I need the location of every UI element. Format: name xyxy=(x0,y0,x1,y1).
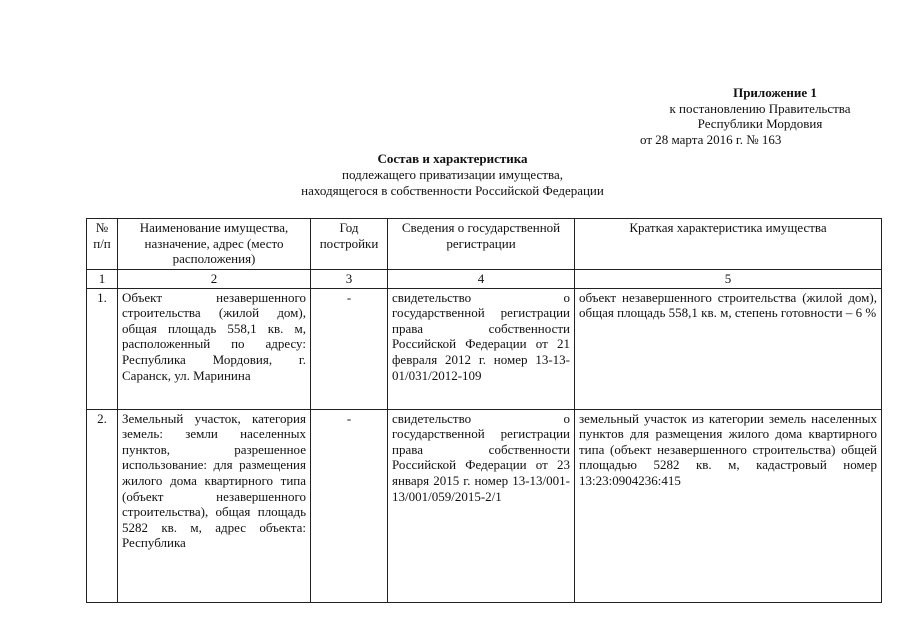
row-registration: свидетельство о государственной регистрации права собственности Российской Федерации от 23 января 2015 г. номер 13-13/001-13/001/059/2015-2/1 xyxy=(388,409,575,602)
table-row xyxy=(87,409,882,602)
appendix-line-2: Республики Мордовия xyxy=(697,116,823,131)
index-cell: 5 xyxy=(575,270,882,289)
row-year: - xyxy=(311,409,388,602)
document-heading xyxy=(0,151,905,199)
row-num: 1. xyxy=(87,288,118,409)
index-cell: 1 xyxy=(87,270,118,289)
row-description: объект незавершенного строительства (жилой дом), общая площадь 558,1 кв. м, степень готовности – 6 % xyxy=(575,288,882,409)
property-table xyxy=(86,218,882,603)
index-cell: 3 xyxy=(311,270,388,289)
header-name: Наименование имущества, назначение, адрес (место расположения) xyxy=(118,219,311,270)
row-name: Земельный участок, категория земель: земли населенных пунктов, разрешенное использование: для размещения жилого дома квартирного типа (объект незавершенного строительства), общая площадь 5282 кв. м, адрес объекта: Республика xyxy=(118,409,311,602)
row-name: Объект незавершенного строительства (жилой дом), общая площадь 558,1 кв. м, расположенный по адресу: Республика Мордовия, г. Саранск, ул. Маринина xyxy=(118,288,311,409)
table-row xyxy=(87,288,882,409)
header-description: Краткая характеристика имущества xyxy=(575,219,882,270)
appendix-block xyxy=(630,85,890,147)
heading-line-2: находящегося в собственности Российской Федерации xyxy=(301,183,604,198)
index-cell: 4 xyxy=(388,270,575,289)
header-registration: Сведения о государственной регистрации xyxy=(388,219,575,270)
header-year: Год постройки xyxy=(311,219,388,270)
row-num: 2. xyxy=(87,409,118,602)
table-header-row xyxy=(87,219,882,270)
heading-line-1: подлежащего приватизации имущества, xyxy=(342,167,563,182)
appendix-line-1: к постановлению Правительства xyxy=(669,100,851,116)
heading-title: Состав и характеристика xyxy=(377,151,528,166)
appendix-line-3: от 28 марта 2016 г. № 163 xyxy=(640,131,782,147)
header-num: № п/п xyxy=(87,219,118,270)
index-cell: 2 xyxy=(118,270,311,289)
table-index-row xyxy=(87,270,882,289)
row-description: земельный участок из категории земель населенных пунктов для размещения жилого дома квартирного типа (объект незавершенного строительства) общей площадью 5282 кв. м, кадастровый номер 13:23:0904236:415 xyxy=(575,409,882,602)
row-year: - xyxy=(311,288,388,409)
row-registration: свидетельство о государственной регистрации права собственности Российской Федерации от 21 февраля 2012 г. номер 13-13-01/031/2012-109 xyxy=(388,288,575,409)
appendix-title: Приложение 1 xyxy=(733,85,817,100)
